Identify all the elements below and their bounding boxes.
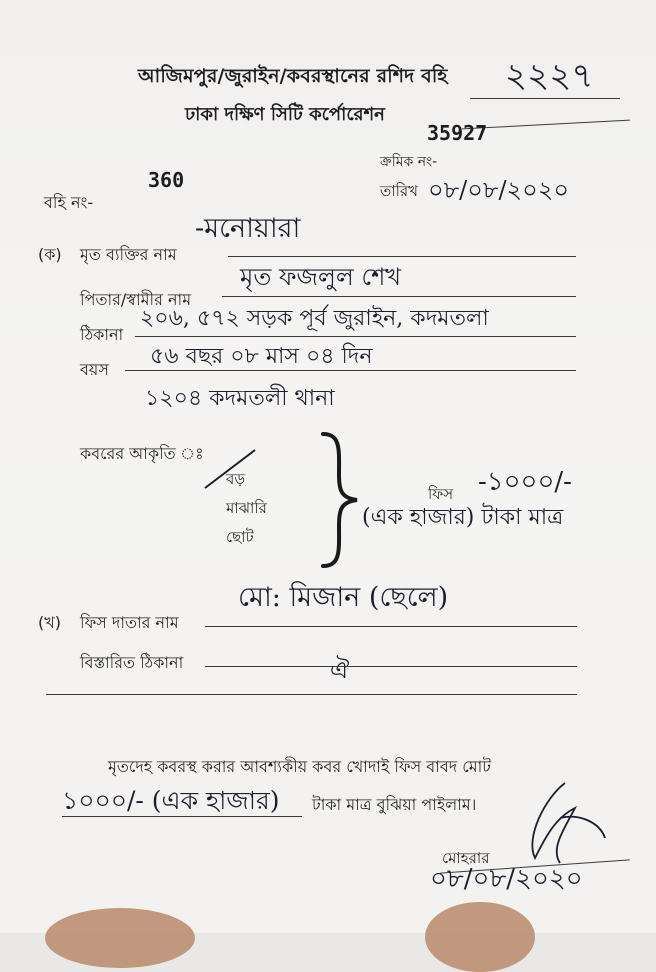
extra-address-value: ১২০৪ কদমতলী থানা [145, 386, 335, 411]
age-value: ৫৬ বছর ০৮ মাস ০৪ দিন [150, 344, 373, 369]
payer-name-label: ফিস দাতার নাম [80, 613, 179, 632]
father-name-label: পিতার/স্বামীর নাম [80, 290, 192, 309]
grave-size-small: ছোট [226, 528, 254, 546]
signature-date: ০৮/০৮/২০২০ [430, 864, 583, 894]
detailed-address-label: বিস্তারিত ঠিকানা [80, 653, 184, 672]
grave-shape-label: কবরের আকৃতি ঃ [80, 444, 204, 463]
father-name-line [222, 296, 576, 297]
header-rule [470, 98, 620, 99]
fee-value: -১০০০/- [478, 467, 572, 497]
payer-name-value: মো: মিজান (ছেলে) [238, 582, 449, 613]
serial-number: 35927 [427, 121, 488, 145]
age-label: বয়স [80, 360, 109, 379]
deceased-name-value: -মনোয়ারা [195, 213, 301, 244]
detailed-address-value: ঐ [330, 656, 350, 684]
receipt-statement-end: টাকা মাত্র বুঝিয়া পাইলাম। [312, 795, 477, 814]
section-kha-marker: (খ) [38, 613, 61, 632]
section-ka-marker: (ক) [38, 245, 62, 264]
deceased-name-line [228, 256, 576, 257]
grave-size-large: বড় [226, 470, 246, 488]
detailed-address-line [205, 666, 577, 667]
grave-size-brace [315, 430, 365, 570]
date-label: তারিখ [380, 182, 418, 200]
handwritten-book-number: ২২২৭ [505, 56, 594, 96]
finger-right [425, 902, 535, 972]
payer-name-line [205, 626, 577, 627]
moharrar-label: মোহরার [442, 849, 490, 867]
serial-label: ক্রমিক নং- [380, 154, 438, 170]
handwritten-tick-mark [195, 438, 295, 498]
receipt-title: আজিমপুর/জুরাইন/কবরস্থানের রশিদ বহি [138, 65, 448, 87]
receipt-subtitle: ঢাকা দক্ষিণ সিটি কর্পোরেশন [185, 104, 385, 125]
header-rule-2 [462, 120, 630, 130]
age-line [125, 370, 576, 371]
address-line [135, 336, 576, 337]
address-label: ঠিকানা [80, 325, 124, 344]
finger-left [45, 908, 195, 968]
deceased-name-label: মৃত ব্যক্তির নাম [80, 245, 177, 264]
grave-size-medium: মাঝারি [226, 499, 267, 517]
section-separator [46, 694, 577, 695]
signature-mark [505, 778, 615, 868]
book-number: 360 [148, 168, 185, 192]
date-value: ০৮/০৮/২০২০ [428, 176, 569, 204]
address-value: ২০৬, ৫৭২ সড়ক পূর্ব জুরাইন, কদমতলা [140, 306, 489, 331]
book-number-label: বহি নং- [44, 193, 94, 212]
amount-line [62, 816, 302, 817]
fee-label: ফিস [428, 485, 454, 503]
fee-in-words: (এক হাজার) টাকা মাত্র [362, 505, 564, 530]
amount-handwritten: ১০০০/- (এক হাজার) [62, 786, 280, 815]
receipt-statement: মৃতদেহ কবরস্থ করার আবশ্যকীয় কবর খোদাই ফিস বাবদ মোট [108, 757, 491, 776]
father-name-value: মৃত ফজলুল শেখ [240, 263, 402, 291]
